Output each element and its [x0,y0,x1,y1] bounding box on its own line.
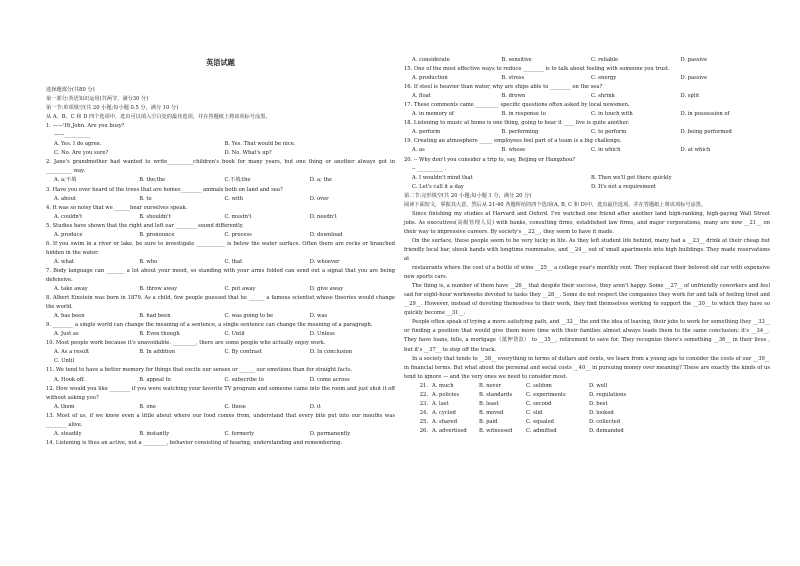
left-question-list [46,122,395,448]
option-choice: C. in which [591,147,621,154]
question-stem: 12. How would you like ________ if you were watching your favorite TV program and someone came into the room and just shut it off without asking you? [46,385,395,401]
option-choice: B. standards [479,391,513,398]
option-choice: C. subscribe to [224,376,264,383]
option-choice: C.不填;the [224,177,251,184]
option-row [404,174,770,183]
option-choice: A. in memory of [412,111,454,118]
option-choice: A. Hook off. [54,376,85,383]
option-choice: C. with [224,195,244,202]
cloze-question-number: 24. [419,409,428,416]
option-choice: C. process [224,231,252,238]
option-choice: B. the;the [139,177,166,184]
option-choice: B. sensitive [501,57,532,63]
option-choice: B. whose [501,147,526,154]
option-row [46,195,395,204]
page-title: 英语试题 [206,58,235,67]
option-choice: B. pronounce [139,231,175,238]
option-choice: B. instantly [139,430,170,437]
option-choice: B. one [139,403,156,410]
option-row [46,430,395,439]
option-row [404,183,770,192]
option-choice: A. take away [54,286,88,293]
question-stem: 8. Albert Einstein was born in 1879. As a child, few people guessed that he ______ a famous scientist whose theories would change the world. [46,295,395,311]
option-choice: C. admitted [526,427,557,434]
option-choice: B. in response to [501,111,546,118]
option-choice: D. It's not a requirement [591,183,656,190]
option-choice: B. moved [479,409,504,416]
option-choice: D. passive [680,57,708,63]
option-choice: D. come across [309,376,350,383]
question-response-line: ——__________ [54,132,91,139]
option-row [46,285,395,294]
option-row [46,258,395,267]
option-choice: D. demanded [589,427,624,434]
cloze-option-row [404,391,770,400]
option-choice: B. In addition [139,349,176,356]
option-row [404,110,770,119]
option-choice: A. policies [432,391,460,398]
option-choice: D. in possession of [680,111,730,118]
cloze-question-number: 23. [419,400,428,407]
question-stem: 10. Most people work because it's unavoidable. _________, there are some people who actually enjoy work. [46,340,326,347]
header-line: 选择题部分(共80 分) [46,87,95,93]
option-choice: D. regulations [589,391,627,398]
option-choice: A. considerate [412,57,450,63]
option-choice: C. Until [224,331,245,338]
right-question-list [404,56,770,192]
option-choice: C. that [224,258,243,265]
cloze-option-row [404,382,770,391]
option-choice: B. shouldn't [139,213,171,220]
cloze-question-number: 25. [419,418,428,425]
option-choice: A. As a result [54,349,90,356]
cloze-option-row [404,427,770,436]
option-choice: D. well [589,382,608,389]
option-choice: A. what [54,258,75,265]
option-choice: C. shrink [591,93,615,100]
passage-paragraph: restaurants where the cost of a bottle of wine __25__ a college year's monthly rent. They replaced their beloved old car with expensive new sports cars. [404,265,770,281]
option-choice: B. throw away [139,286,178,293]
question-stem: 19. Creating an atmosphere _____ employees feel part of a team is a big challenge. [404,138,622,145]
option-choice: C. second [526,400,552,407]
option-choice: A. cycled [432,409,456,416]
option-choice: C. put away [224,286,256,293]
option-choice: D. being performed [680,129,732,136]
right-column [404,0,770,436]
option-choice: D. at which [680,147,711,154]
option-choice: A. as [412,147,425,154]
option-choice: A. advertised [432,427,467,434]
passage-paragraph: Since finishing my studies at Harvard and Oxford. I've watched one friend after another land high-ranking, high-paying Wall Street jobs. As executives(高级管理人员) with banks, consulting firms, established law firms, and major corporations, many are now __21__ on their way to impressive careers. By society's __22__, they seem to have it made. [404,210,770,235]
cloze-option-row [404,409,770,418]
option-row [404,128,770,137]
option-choice: A. a;不填 [54,177,77,184]
question-stem: 16. If steel is heavier than water, why are ships able to ________ on the sea? [404,84,603,91]
option-row [46,348,395,357]
question-stem: 20. -- Why don't you consider a trip to, say, Beijing or Hangzhou? [404,156,576,163]
option-choice: A. couldn't [54,213,83,220]
question-stem: 3. Have you ever heard of the trees that are homes________ animals both on land and sea? [46,186,283,193]
cloze-question-number: 22. [419,391,428,398]
option-choice: A. last [432,400,449,407]
option-row [46,213,395,222]
option-choice: C. mustn't [224,213,252,220]
option-row [46,231,395,240]
option-choice: A. I wouldn't mind that [412,174,473,181]
option-choice: B. Yes. That would be nice. [224,141,296,148]
option-choice: D. download [309,231,343,238]
option-row [404,146,770,155]
option-choice: B. stress [501,75,525,82]
header-line: 从 A、B、C 和 D 四个选项中，选出可以填入空白处的最佳选项，并在答题纸上将该项标号涂黑。 [46,114,271,121]
option-choice: B. drown [501,93,526,100]
option-row [404,74,770,83]
question-stem: 4. It was so noisy that we ______hear ourselves speak. [46,204,188,211]
option-choice: C. energy [591,75,617,82]
question-response-line: -- __________ . [412,165,447,172]
question-stem: 1. ——'Hi,John. Are you busy? [46,123,125,130]
option-choice: A. about [54,195,77,202]
option-choice: B. performing [501,129,539,136]
option-choice: C. reliable [591,57,619,63]
option-choice: D. needn't [309,213,337,220]
passage-paragraph: The thing is, a number of them have __26__ that despite their success, they aren't happy. Some __27__ of unfriendly coworkers and feel sad for eight-hour workweeks devoted to tasks they __28__. Some do not respect the companies they work for and talk of feeling tired and __29__. However, instead of devoting themselves to their work, they find themselves working to support the __30__ to which they have so quickly become __31__. [404,283,770,317]
option-choice: D. whoever [309,258,340,265]
option-choice: C. experiments [526,391,566,398]
option-choice: A. Just as [54,331,79,338]
option-row [46,376,395,385]
option-choice: D. In conclusion [309,349,353,356]
option-choice: C. By contrast [224,349,262,356]
question-stem: 5. Studies have shown that the right and left ear ________ sound differently. [46,222,244,229]
option-choice: B. witnessed [479,427,513,434]
option-choice: B. least [479,400,499,407]
question-stem: 18. Listening to music at home is one thing, going to hear it ____ live is quite another. [404,120,630,127]
option-choice: C. formerly [224,430,255,437]
question-stem: 14. Listening is thus an active, not a _________, behavior consisting of hearing, understanding and remembering. [46,439,342,446]
cloze-passage [404,210,770,382]
option-choice: C. seldom [526,382,552,389]
option-choice: A. shared [432,418,458,425]
option-choice: B. paid [479,418,498,425]
cloze-option-row [404,400,770,409]
option-choice: C. to perform [591,129,627,136]
cloze-question-number: 21. [419,382,428,389]
question-stem: 7. Body language can _______ a lot about your mood, so standing with your arms folded can send out a signal that you are being defensive. [46,267,395,283]
option-row [46,312,395,321]
option-choice: D. a; the [309,177,333,184]
option-choice: B. appeal to [139,376,171,383]
option-choice: C. Until [54,358,75,365]
option-choice: D. collected [589,418,621,425]
option-choice: D. passive [680,75,708,82]
option-choice: C. those [224,403,246,410]
passage-paragraph: People often speak of trying a more satisfying path, and __32__ the end the idea of leaving, their jobs to work for something they __33__ or finding a position that would give them more time with their families almost always leads them to the same conclusion; it's __34__. They have loans, bills, a mortgage（抵押贷款） to __35__, retirement to save for. They recognize there's something __36__ in their lives , but it's __37__ to step off the track. [404,319,770,353]
option-choice: D. looked [589,409,614,416]
option-choice: A. Yes. I do agree. [54,141,102,148]
option-choice: A. has been [54,313,85,320]
option-choice: A. production [412,75,448,82]
option-row [404,92,770,101]
option-choice: D. Unless [309,331,335,338]
option-choice: A. much [432,382,454,389]
section2-instruction: 阅读下面短文，掌握其大意，然后从 21-40 各题所给的四个选项(A, B, C 和 D)中，选出最佳选项，并在答题纸上将该项标号涂黑。 [404,201,707,208]
option-choice: C. slid [526,409,543,416]
question-stem: 15. One of the most effective ways to reduce ________ is to talk about feeling with someone you trust. [404,66,670,73]
left-column [46,0,395,448]
question-stem: 9. ________ a single world can change the meaning of a sentence, a single sentence can change the meaning of a paragraph. [46,322,373,329]
option-choice: A. float [412,93,431,100]
option-choice: C. equaled [526,418,554,425]
option-choice: C. Let's call it a day [412,183,464,190]
option-choice: A. produce [54,231,83,238]
option-choice: A. perform [412,129,441,136]
option-choice: B. never [479,382,502,389]
question-stem: 2. Jane's grandmother had wanted to write__________children's book for many years, but one thing or another always got in __________ way. [46,159,395,175]
cloze-option-row [404,418,770,427]
question-stem: 6. If you swim in a river or lake, be sure to investigate ___________ is below the water surface. Often there are rocks or branched hidden in the water. [46,240,395,256]
option-row [46,330,395,339]
option-choice: B. to [139,195,152,202]
option-choice: D. give away [309,286,344,293]
option-choice: B. Then we'll get there quickly [591,174,672,181]
option-choice: D. best [589,400,608,407]
option-choice: C. No. Are you sure? [54,150,109,157]
option-choice: D. No. What's up? [224,150,272,157]
option-row [46,149,395,158]
option-row [46,403,395,412]
option-row [46,176,395,185]
option-choice: D. permanently [309,430,351,437]
passage-paragraph: On the surface, these people seem to be very lucky in life. As they left student life behind, many had a __23__ drink at their cheap but friendly local bar, shook hands with longtime roommates, and __24__ out of small apartments into high buildings. They made reservations at [404,237,770,263]
option-choice: A. them [54,403,75,410]
option-choice: B. who [139,258,158,265]
option-row [46,140,395,149]
option-row [404,56,770,65]
cloze-question-number: 26. [419,427,428,434]
option-choice: D. was [309,313,328,320]
question-stem: 17. These comments came _________ specific questions often asked by local newsmen. [404,102,630,109]
option-choice: B. had been [139,313,171,320]
option-choice: D. over [309,195,329,202]
option-choice: B. Even though [139,331,180,338]
option-choice: D. split [680,93,700,100]
passage-paragraph: In a society that tends to __38__ everything in terms of dollars and cents, we learn from a young age to consider the costs of our __39__ in financial terms. But what about the personal and social costs __40__ in pursuing money over meaning? These are exactly the kinds of us tend to ignore — and the very ones we need to consider most. [404,355,770,380]
cloze-options-table [404,382,770,436]
option-choice: A. steadily [54,430,82,437]
header-line: 第一部分:英语知识运用(共两节，满分30 分) [46,96,149,103]
option-choice: C. in touch with [591,111,633,118]
option-choice: D. it [309,403,321,410]
question-stem: 11. We tend to have a better memory for things that excite our senses or ______ our emotions than for straight facts. [46,367,353,374]
header-line: 第一节:单项填空(共 20 小题;每小题 0.5 分，满分 10 分) [46,105,179,112]
section2-heading: 第二节:完形填空(共 20 小题;每小题 1 分，满分 20 分) [404,192,532,199]
question-stem: 13. Most of us, if we knew even a little about where our food comes from, understand that every bite put into our mouths was ________ alive. [46,412,395,428]
option-choice: C. was going to be [224,313,274,320]
